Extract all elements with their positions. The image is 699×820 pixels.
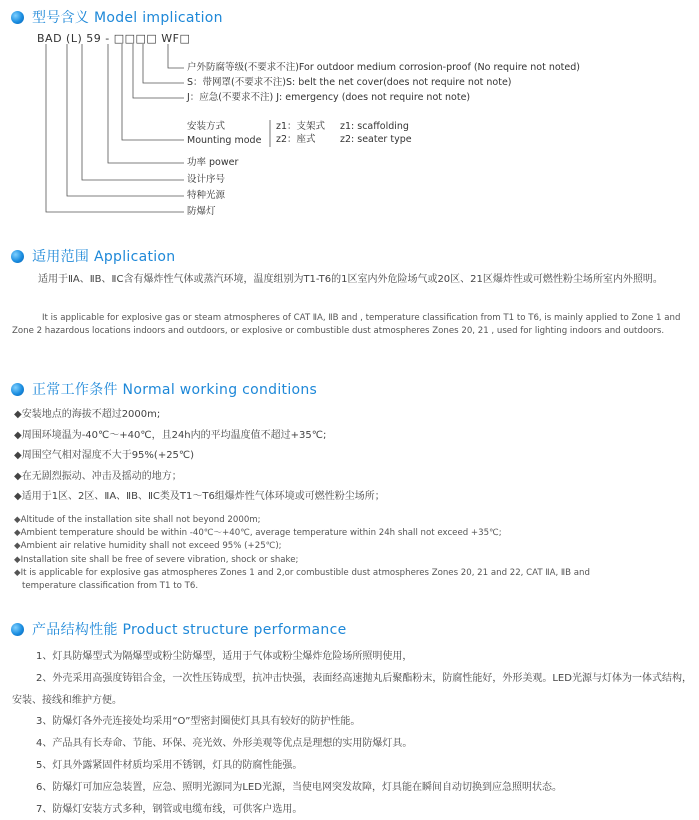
application-cn-paragraph: 适用于ⅡA、ⅡB、ⅡC含有爆炸性气体或蒸汽环境，温度组别为T1-T6的1区室内外危险场气或20区、21区爆炸性或可燃性粉尘场所室内外照明。 [38, 274, 663, 285]
label-serial: 设计序号 [187, 174, 226, 185]
list-item: ◆周围环境温为-40℃～+40℃，且24h内的平均温度值不超过+35℃; [14, 429, 327, 441]
label-wf-corrosion: 户外防腐等级(不要求不注)For outdoor medium corrosion-proof (No require not noted) [187, 62, 580, 73]
section-performance-header [11, 619, 347, 639]
label-explosion-lamp: 防爆灯 [187, 206, 216, 217]
list-item: 4、产品具有长寿命、节能、环保、亮光效、外形美观等优点是理想的实用防爆灯具。 [36, 738, 413, 750]
list-item: ◆安装地点的海拔不超过2000m; [14, 409, 161, 420]
label-s-net-cover: S：带网罩(不要求不注)S: belt the net cover(does not require not note) [187, 77, 512, 88]
label-z1-en: z1: scaffolding [340, 121, 409, 132]
list-item: 7、防爆灯安装方式多种，钢管或电缆布线，可供客户选用。 [36, 803, 303, 815]
conditions-cn-list [14, 405, 385, 508]
label-j-emergency: J：应急(不要求不注) J: emergency (does not require not note) [187, 92, 471, 103]
list-item: ◆Altitude of the installation site shall not beyond 2000m; [14, 515, 261, 525]
section-conditions-header [11, 379, 317, 399]
application-en-paragraph: It is applicable for explosive gas or steam atmospheres of CAT ⅡA, ⅡB and , temperature classification from T1 to T6, is mainly applied to Zone 1 and Zone 2 hazardous locations indoors and outdoors, or explosive or combustible dust atmospheres Zones 20, 21 , used for lighting indoors and outdoors. [12, 313, 681, 336]
label-power: 功率 power [187, 157, 239, 168]
section-bullet-icon [11, 250, 24, 263]
section-title: 型号含义 Model implication [32, 10, 223, 26]
list-item: ◆在无剧烈振动、冲击及摇动的地方； [14, 470, 182, 482]
list-item: 6、防爆灯可加应急装置，应急、照明光源同为LED光源，当使电网突发故障，灯具能在瞬间自动切换到应急照明状态。 [36, 781, 562, 793]
performance-list [12, 646, 692, 820]
label-z2-en: z2: seater type [340, 134, 412, 145]
model-code: BAD (L) 59 - □□□□ WF□ [37, 32, 191, 45]
label-light-source: 特种光源 [187, 190, 226, 201]
list-item: 2、外壳采用高强度铸铝合金，一次性压铸成型，抗冲击快强，表面经高速抛丸后聚酯粉末，防腐性能好，外形美观。LED光源与灯体为一体式结构，安装、接线和维护方便。 [12, 672, 692, 706]
conditions-en-list [14, 514, 590, 593]
section-bullet-icon [11, 383, 24, 396]
section-title: 适用范围 Application [32, 249, 176, 265]
list-item: 1、灯具防爆型式为隔爆型或粉尘防爆型，适用于气体或粉尘爆炸危险场所照明使用， [36, 651, 413, 662]
list-item: ◆周围空气相对湿度不大于95%(+25℃) [14, 450, 195, 461]
label-mounting-en: Mounting mode [187, 135, 262, 146]
list-item: 3、防爆灯各外壳连接处均采用“O”型密封圈使灯具具有较好的防护性能。 [36, 716, 361, 728]
section-title: 产品结构性能 Product structure performance [32, 622, 347, 638]
list-item: ◆Ambient temperature should be within -40℃～+40℃, average temperature within 24h shall not exceed +35℃; [14, 528, 502, 539]
label-mounting-cn: 安装方式 [187, 121, 226, 132]
label-z1-cn: z1：支架式 [276, 121, 326, 132]
list-item: ◆适用于1区、2区、ⅡA、ⅡB、ⅡC类及T1～T6组爆炸性气体环境或可燃性粉尘场所； [14, 491, 385, 502]
list-item: ◆It is applicable for explosive gas atmospheres Zones 1 and 2,or combustible dust atmospheres Zones 20, 21 and 22, CAT ⅡA, ⅡB and [14, 567, 590, 578]
section-bullet-icon [11, 623, 24, 636]
section-title: 正常工作条件 Normal working conditions [32, 382, 318, 398]
list-item: ◆Installation site shall be free of severe vibration, shock or shake; [14, 554, 299, 565]
model-diagram-lines [0, 0, 699, 230]
list-item: temperature classification from T1 to T6. [22, 581, 199, 592]
section-application-header [11, 246, 175, 266]
label-z2-cn: z2：座式 [276, 134, 316, 145]
list-item: ◆Ambient air relative humidity shall not exceed 95% (+25℃); [14, 541, 282, 552]
list-item: 5、灯具外露紧固件材质均采用不锈钢，灯具的防腐性能强。 [36, 759, 303, 771]
